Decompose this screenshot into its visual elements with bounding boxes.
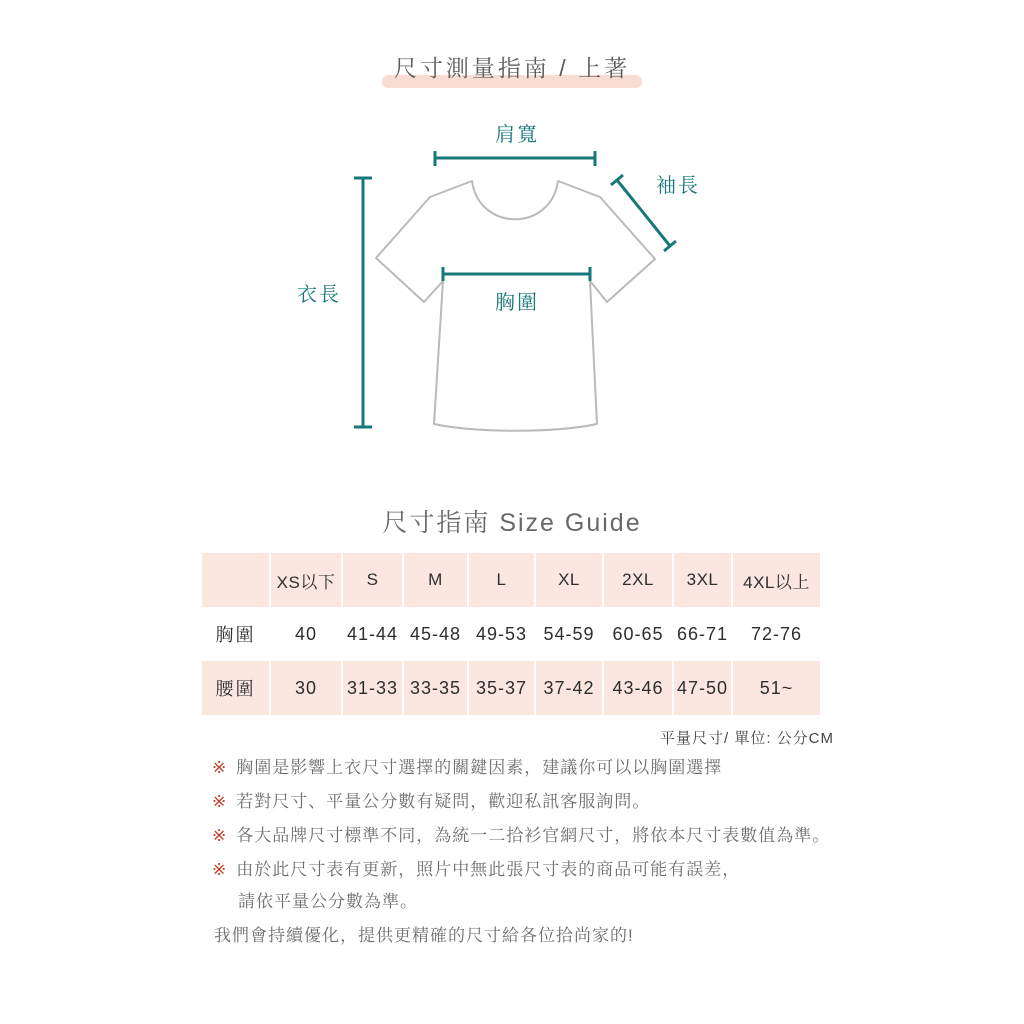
size-table-header-row [202, 553, 820, 607]
header-cell-xs: XS以下 [270, 553, 342, 607]
chest-value-xs: 40 [270, 607, 342, 661]
note-text: 各大品牌尺寸標準不同，為統一二拾衫官網尺寸，將依本尺寸表數值為準。 [236, 826, 831, 845]
note-continuation-text: 請依平量公分數為準。 [238, 892, 418, 911]
note-text: 若對尺寸、平量公分數有疑問，歡迎私訊客服詢問。 [236, 792, 651, 811]
note-item [212, 791, 892, 813]
chest-value-3xl: 66-71 [673, 607, 732, 661]
header-cell-l: L [468, 553, 535, 607]
header-cell-s: S [342, 553, 403, 607]
header-cell-3xl: 3XL [673, 553, 732, 607]
header-cell-m: M [403, 553, 468, 607]
page-title: 尺寸測量指南 / 上著 [390, 50, 634, 83]
size-guide-heading: 尺寸指南 Size Guide [382, 509, 642, 537]
closing-message: 我們會持續優化，提供更精確的尺寸給各位拾尚家的! [214, 926, 634, 945]
shoulder-width-measure-line [435, 151, 595, 166]
notes-section [212, 757, 892, 947]
note-marker-icon: ※ [212, 826, 228, 845]
waist-value-s: 31-33 [342, 661, 403, 715]
waist-value-m: 33-35 [403, 661, 468, 715]
note-text: 由於此尺寸表有更新，照片中無此張尺寸表的商品可能有誤差， [236, 860, 741, 879]
page-header [0, 50, 1024, 83]
chest-value-l: 49-53 [468, 607, 535, 661]
note-text: 胸圍是影響上衣尺寸選擇的關鍵因素，建議你可以以胸圍選擇 [236, 758, 723, 777]
row-label-chest: 胸圍 [202, 607, 270, 661]
chest-value-4xl: 72-76 [732, 607, 820, 661]
chest-value-s: 41-44 [342, 607, 403, 661]
chest-value-2xl: 60-65 [603, 607, 673, 661]
waist-value-xl: 37-42 [535, 661, 603, 715]
note-item [212, 825, 892, 847]
tshirt-measurement-diagram [280, 118, 720, 455]
shoulder-width-label: 肩寬 [495, 124, 539, 146]
waist-value-l: 35-37 [468, 661, 535, 715]
waist-value-2xl: 43-46 [603, 661, 673, 715]
header-cell-4xl: 4XL以上 [732, 553, 820, 607]
waist-value-3xl: 47-50 [673, 661, 732, 715]
row-label-waist: 腰圍 [202, 661, 270, 715]
sleeve-length-label: 袖長 [656, 175, 700, 197]
note-marker-icon: ※ [212, 758, 228, 777]
chest-value-xl: 54-59 [535, 607, 603, 661]
measurement-unit-note: 平量尺寸/ 單位: 公分CM [660, 730, 834, 747]
header-cell-xl: XL [535, 553, 603, 607]
tshirt-diagram-svg [280, 118, 720, 455]
chest-value-m: 45-48 [403, 607, 468, 661]
table-row-waist [202, 661, 820, 715]
note-item [212, 757, 892, 779]
garment-length-measure-line [354, 178, 372, 427]
table-row-chest [202, 607, 820, 661]
note-marker-icon: ※ [212, 860, 228, 879]
note-item [212, 859, 892, 881]
waist-value-4xl: 51~ [732, 661, 820, 715]
note-marker-icon: ※ [212, 792, 228, 811]
header-cell-empty [202, 553, 270, 607]
header-cell-2xl: 2XL [603, 553, 673, 607]
waist-value-xs: 30 [270, 661, 342, 715]
chest-label: 胸圍 [495, 292, 539, 314]
garment-length-label: 衣長 [297, 284, 341, 306]
size-table [202, 553, 820, 715]
